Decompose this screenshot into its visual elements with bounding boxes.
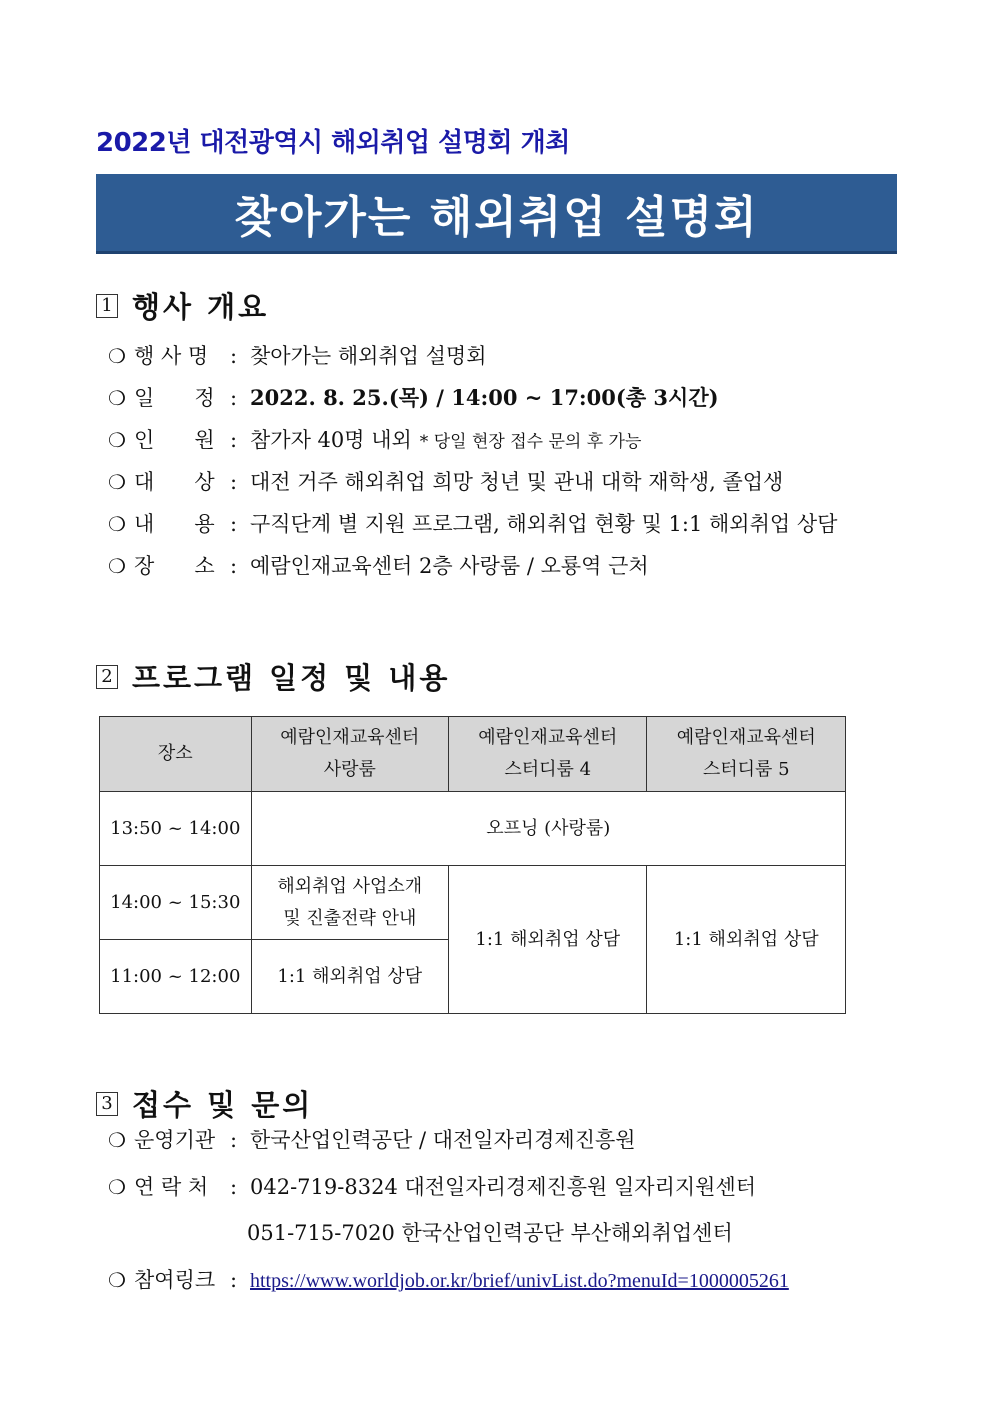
circle-bullet-icon: ❍: [108, 512, 126, 536]
circle-bullet-icon: ❍: [108, 428, 126, 452]
item-label: 운영기관: [134, 1128, 216, 1152]
item-label: 내 용: [134, 512, 215, 536]
circle-bullet-icon: ❍: [108, 554, 126, 578]
section-number-box: 2: [96, 665, 118, 689]
overview-item-content: ❍ 내 용 : 구직단계 별 지원 프로그램, 해외취업 현황 및 1:1 해외취업 상담: [108, 508, 837, 538]
item-value: 2022. 8. 25.(목) / 14:00 ~ 17:00(총 3시간): [250, 385, 719, 410]
overview-item-capacity: ❍ 인 원 : 참가자 40명 내외 * 당일 현장 접수 문의 후 가능: [108, 424, 641, 454]
table-header-cell: 예람인재교육센터 스터디룸 5: [647, 717, 846, 792]
contact-phone-2: 051-715-7020 한국산업인력공단 부산해외취업센터: [247, 1221, 733, 1245]
registration-link[interactable]: https://www.worldjob.or.kr/brief/univList.do?menuId=1000005261: [250, 1270, 789, 1292]
consulting-cell: 1:1 해외취업 상담: [647, 866, 846, 1014]
program-schedule-table: [99, 716, 846, 1014]
table-header-cell: 장소: [100, 717, 252, 792]
overview-item-target: ❍ 대 상 : 대전 거주 해외취업 희망 청년 및 관내 대학 재학생, 졸업생: [108, 466, 783, 496]
document-subtitle: 2022년 대전광역시 해외취업 설명회 개최: [96, 128, 570, 158]
item-label: 참여링크: [134, 1268, 216, 1292]
overview-item-location: ❍ 장 소 : 예람인재교육센터 2층 사랑룸 / 오룡역 근처: [108, 550, 649, 580]
section-title: 행사 개요: [132, 290, 270, 324]
circle-bullet-icon: ❍: [108, 344, 126, 368]
time-cell: 13:50 ~ 14:00: [100, 792, 252, 866]
section-2-heading: [96, 656, 450, 697]
item-value: 한국산업인력공단 / 대전일자리경제진흥원: [250, 1128, 636, 1152]
contact-item-organizer: ❍ 운영기관 : 한국산업인력공단 / 대전일자리경제진흥원: [108, 1124, 636, 1154]
item-value: 예람인재교육센터 2층 사랑룸 / 오룡역 근처: [250, 554, 649, 578]
item-note: * 당일 현장 접수 문의 후 가능: [419, 432, 642, 452]
item-value: 찾아가는 해외취업 설명회: [250, 344, 487, 368]
banner-title: 찾아가는 해외취업 설명회: [234, 191, 759, 243]
item-label: 장 소: [134, 554, 215, 578]
overview-item-date: ❍ 일 정 : 2022. 8. 25.(목) / 14:00 ~ 17:00(총 3시간): [108, 382, 719, 412]
table-header-cell: 예람인재교육센터 스터디룸 4: [449, 717, 647, 792]
overview-item-name: ❍ 행 사 명 : 찾아가는 해외취업 설명회: [108, 340, 487, 370]
table-header-row: [100, 717, 846, 792]
item-value: 참가자 40명 내외: [250, 428, 412, 452]
table-row: [100, 792, 846, 866]
opening-cell: 오프닝 (사랑룸): [251, 792, 845, 866]
item-label: 인 원: [134, 428, 215, 452]
section-number-box: 1: [96, 294, 118, 318]
table-row: [100, 866, 846, 940]
time-cell: 11:00 ~ 12:00: [100, 940, 252, 1014]
item-label: 대 상: [134, 470, 215, 494]
item-value: 구직단계 별 지원 프로그램, 해외취업 현황 및 1:1 해외취업 상담: [250, 512, 838, 536]
consulting-cell: 1:1 해외취업 상담: [251, 940, 448, 1014]
table-header-cell: 예람인재교육센터 사랑룸: [251, 717, 448, 792]
item-value: 042-719-8324 대전일자리경제진흥원 일자리지원센터: [250, 1175, 757, 1199]
circle-bullet-icon: ❍: [108, 386, 126, 410]
item-value: 대전 거주 해외취업 희망 청년 및 관내 대학 재학생, 졸업생: [250, 470, 784, 494]
title-banner: [96, 174, 897, 254]
contact-item-link: ❍ 참여링크 : https://www.worldjob.or.kr/brief/univList.do?menuId=1000005261: [108, 1264, 789, 1294]
circle-bullet-icon: ❍: [108, 1175, 126, 1199]
section-number-box: 3: [96, 1092, 118, 1116]
time-cell: 14:00 ~ 15:30: [100, 866, 252, 940]
item-label: 연 락 처: [134, 1175, 209, 1199]
circle-bullet-icon: ❍: [108, 1268, 126, 1292]
section-1-heading: [96, 285, 269, 326]
circle-bullet-icon: ❍: [108, 470, 126, 494]
section-title: 접수 및 문의: [132, 1088, 314, 1122]
section-title: 프로그램 일정 및 내용: [132, 661, 451, 695]
consulting-cell: 1:1 해외취업 상담: [449, 866, 647, 1014]
program-cell: 해외취업 사업소개 및 진출전략 안내: [251, 866, 448, 940]
circle-bullet-icon: ❍: [108, 1128, 126, 1152]
item-label: 행 사 명: [134, 344, 209, 368]
section-3-heading: [96, 1083, 313, 1124]
item-label: 일 정: [134, 386, 215, 410]
contact-item-phone: ❍ 연 락 처 : 042-719-8324 대전일자리경제진흥원 일자리지원센터: [108, 1171, 756, 1201]
